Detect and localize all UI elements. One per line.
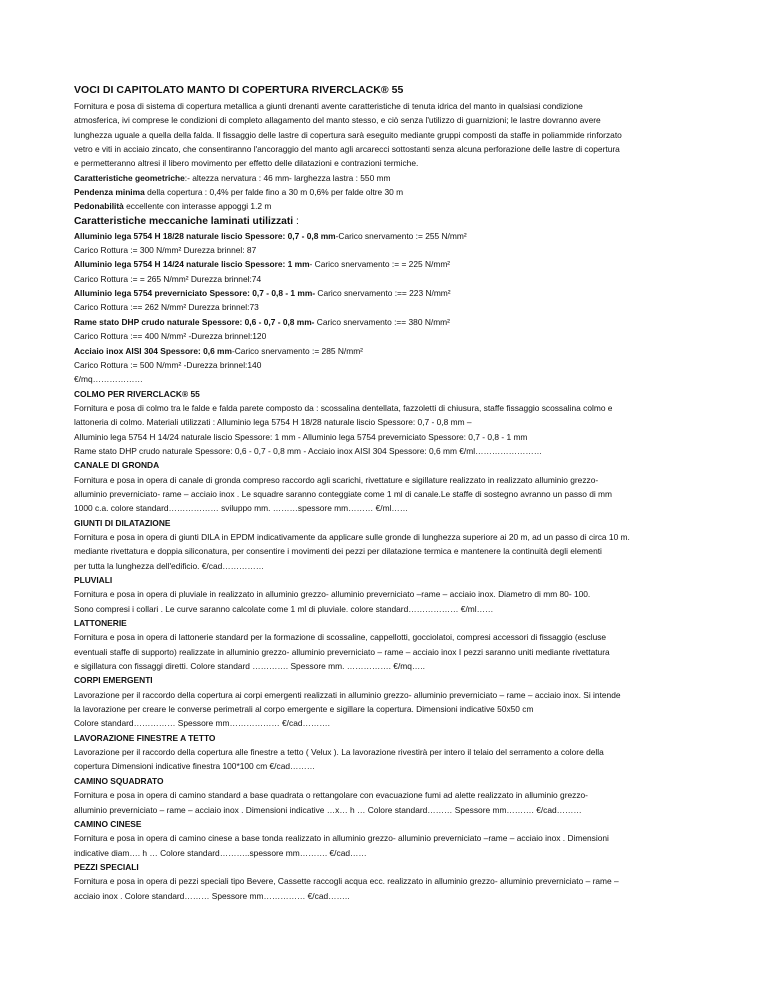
section-title: GIUNTI DI DILATAZIONE (74, 517, 171, 528)
material-line-2: Carico Rottura := = 265 N/mm² Durezza brinnel:74 (74, 273, 262, 284)
section-title: LATTONERIE (74, 618, 127, 629)
materials-list (74, 229, 696, 372)
material-line-2: Carico Rottura :== 400 N/mm² -Durezza brinnel:120 (74, 331, 267, 342)
section-line: alluminio preverniciato- rame – acciaio inox . Le squadre saranno conteggiate come 1 ml di canale.Le staffe di sostegno avranno un passo di mm (74, 488, 613, 499)
material-spec: -Carico snervamento := 285 N/mm² (231, 345, 363, 356)
minimum-slope-text: della copertura : 0,4% per falde fino a 30 m 0,6% per falde oltre 30 m (144, 187, 404, 198)
walkability-label: Pedonabilità (74, 201, 124, 212)
section-line: Fornitura e posa in opera di pezzi speciali tipo Bevere, Cassette raccogli acqua ecc. realizzato in alluminio grezzo- alluminio preverniciato – rame – (74, 876, 619, 887)
section-line: Alluminio lega 5754 H 14/24 naturale liscio Spessore: 1 mm - Alluminio lega 5754 preverniciato Spessore: 0,7 - 0,8 - 1 mm (74, 431, 528, 442)
section-title: LAVORAZIONE FINESTRE A TETTO (74, 732, 216, 743)
section-title: PEZZI SPECIALI (74, 861, 139, 872)
price-per-sqm: €/mq……………… (74, 374, 143, 385)
section-line: Colore standard…………… Spessore mm……………… €/cad………. (74, 718, 330, 729)
section-line: Lavorazione per il raccordo della copertura alle finestre a tetto ( Velux ). La lavorazione rivestirà per intero il telaio del serramento a colore della (74, 747, 604, 758)
material-name: Alluminio lega 5754 H 14/24 naturale liscio Spessore: 1 mm (74, 259, 310, 270)
material-spec: Carico snervamento :== 223 N/mm² (315, 288, 451, 299)
section-line: 1000 c.a. colore standard……………… sviluppo mm. ………spessore mm……… €/ml…… (74, 503, 409, 514)
section-line: mediante rivettatura e doppia siliconatura, per consentire i movimenti dei pezzi per dilatazione termica e mantenere la continuità degli elementi (74, 546, 602, 557)
minimum-slope-label: Pendenza minima (74, 187, 145, 198)
material-line (74, 315, 696, 329)
section-line: Fornitura e posa in opera di camino standard a base quadrata o rettangolare con evacuazione fumi ad alette realizzato in alluminio grezzo- (74, 790, 588, 801)
section-title: CORPI EMERGENTI (74, 675, 153, 686)
material-spec: - Carico snervamento := = 225 N/mm² (309, 259, 451, 270)
material-line (74, 344, 696, 358)
material-name: Alluminio lega 5754 preverniciato Spessore: 0,7 - 0,8 - 1 mm- (74, 288, 316, 299)
section-line: Lavorazione per il raccordo della copertura ai corpi emergenti realizzati in alluminio grezzo- alluminio preverniciato – rame – acciaio inox. Si intende (74, 689, 621, 700)
geometric-features-text: :- altezza nervatura : 46 mm- larghezza lastra : 550 mm (184, 172, 391, 183)
section-title: PLUVIALI (74, 575, 113, 585)
material-line-2: Carico Rottura := 300 N/mm² Durezza brinnel: 87 (74, 245, 257, 256)
mechanical-heading (74, 214, 696, 229)
intro-paragraph (74, 99, 696, 171)
intro-line: atmosferica, ivi comprese le condizioni di completo allagamento del manto stesso, e ciò senza l'utilizzo di guarnizioni; le lastre dovranno avere (74, 115, 601, 126)
material-spec: Carico snervamento :== 380 N/mm² (314, 316, 450, 327)
minimum-slope (74, 185, 696, 199)
section-line: Fornitura e posa in opera di giunti DILA in EPDM indicativamente da applicare sulle gronde di lunghezza superiore ai 20 m, ad un passo di circa 10 m. (74, 531, 630, 542)
section-line: Fornitura e posa in opera di pluviale in realizzato in alluminio grezzo- alluminio preverniciato –rame – acciaio inox. Diametro di mm 80- 100. (74, 589, 591, 600)
section-line: copertura Dimensioni indicative finestra 100*100 cm €/cad……… (74, 761, 316, 772)
section-line: Rame stato DHP crudo naturale Spessore: 0,6 - 0,7 - 0,8 mm - Acciaio inox AISI 304 Spessore: 0,6 mm €/ml…………………… (74, 445, 543, 456)
material-spec: -Carico snervamento := 255 N/mm² (335, 230, 467, 241)
section-line: e sigillatura con fissaggi diretti. Colore standard …………. Spessore mm. ……………. €/mq….. (74, 661, 425, 672)
material-name: Acciaio inox AISI 304 Spessore: 0,6 mm (74, 345, 232, 356)
mechanical-heading-text: Caratteristiche meccaniche laminati utilizzati (74, 215, 294, 227)
section-line: Fornitura e posa in opera di camino cinese a base tonda realizzato in alluminio grezzo- alluminio preverniciato –rame – acciaio inox . Dimensioni (74, 833, 609, 844)
material-line-2: Carico Rottura :== 262 N/mm² Durezza brinnel:73 (74, 302, 259, 313)
intro-line: vetro e viti in acciaio zincato, che consentiranno l'ancoraggio del manto agli arcarecci sottostanti senza alcuna perforazione delle lastre di copertura (74, 144, 620, 155)
section-line: indicative diam…. h … Colore standard………..spessore mm………. €/cad…… (74, 847, 367, 858)
section-line: Fornitura e posa in opera di lattonerie standard per la formazione di scossaline, cappellotti, gocciolatoi, compresi accessori di fissaggio (escluse (74, 632, 607, 643)
walkability (74, 199, 696, 213)
intro-line: lunghezza uguale a quella della falda. Il fissaggio delle lastre di copertura sarà eseguito mediante gruppi composti da staffe in poliammide rinforzato (74, 129, 622, 140)
section-line: acciaio inox . Colore standard……… Spessore mm…………… €/cad…….. (74, 890, 350, 901)
material-line (74, 286, 696, 300)
section-title: CAMINO CINESE (74, 818, 142, 829)
intro-line: Fornitura e posa di sistema di copertura metallica a giunti drenanti avente caratteristiche di tenuta idrica del manto in qualsiasi condizione (74, 101, 583, 111)
section-line: Fornitura e posa in opera di canale di gronda compreso raccordo agli scarichi, rivettature e sigillature realizzato in realizzato alluminio grezzo- (74, 474, 599, 485)
sections-container (74, 387, 696, 903)
section-title: CANALE DI GRONDA (74, 460, 160, 471)
material-name: Rame stato DHP crudo naturale Spessore: 0,6 - 0,7 - 0,8 mm- (74, 316, 315, 327)
mechanical-heading-colon: : (293, 215, 299, 227)
document-page (74, 84, 696, 903)
section-line: alluminio preverniciato – rame – acciaio inox . Dimensioni indicative …x… h … Colore standard……… Spessore mm………. €/cad……… (74, 804, 582, 815)
geometric-features (74, 171, 696, 185)
section-line: la lavorazione per creare le converse perimetrali al corpo emergente e sigillare la copertura. Dimensioni indicative 50x50 cm (74, 704, 534, 715)
geometric-features-label: Caratteristiche geometriche (74, 172, 185, 183)
material-line (74, 229, 696, 243)
material-line (74, 257, 696, 271)
material-line-2: Carico Rottura := 500 N/mm² -Durezza brinnel:140 (74, 359, 262, 370)
document-title: VOCI DI CAPITOLATO MANTO DI COPERTURA RIVERCLACK® 55 (74, 84, 404, 96)
section-title: COLMO PER RIVERCLACK® 55 (74, 388, 200, 399)
material-name: Alluminio lega 5754 H 18/28 naturale liscio Spessore: 0,7 - 0,8 mm (74, 230, 336, 241)
intro-line: e permetteranno altresi il libero movimento per effetto delle dilatazioni e contrazioni termiche. (74, 158, 419, 169)
section-line: eventuali staffe di supporto) realizzate in alluminio grezzo- alluminio preverniciato – rame – acciaio inox I pezzi saranno uniti mediante rivettatura (74, 646, 610, 657)
section-line: Fornitura e posa di colmo tra le falde e falda parete composto da : scossalina dentellata, fazzoletti di chiusura, staffe fissaggio scossalina colmo e (74, 402, 613, 413)
section-line: lattoneria di colmo. Materiali utilizzati : Alluminio lega 5754 H 18/28 naturale liscio Spessore: 0,7 - 0,8 mm – (74, 417, 472, 428)
section-title: CAMINO SQUADRATO (74, 775, 164, 786)
section-line: Sono compresi i collari . Le curve saranno calcolate come 1 ml di pluviale. colore standard……………… €/ml…… (74, 603, 494, 614)
walkability-text: eccellente con interasse appoggi 1.2 m (123, 201, 272, 212)
section-line: per tutta la lunghezza dell'edificio. €/cad…………… (74, 560, 265, 571)
